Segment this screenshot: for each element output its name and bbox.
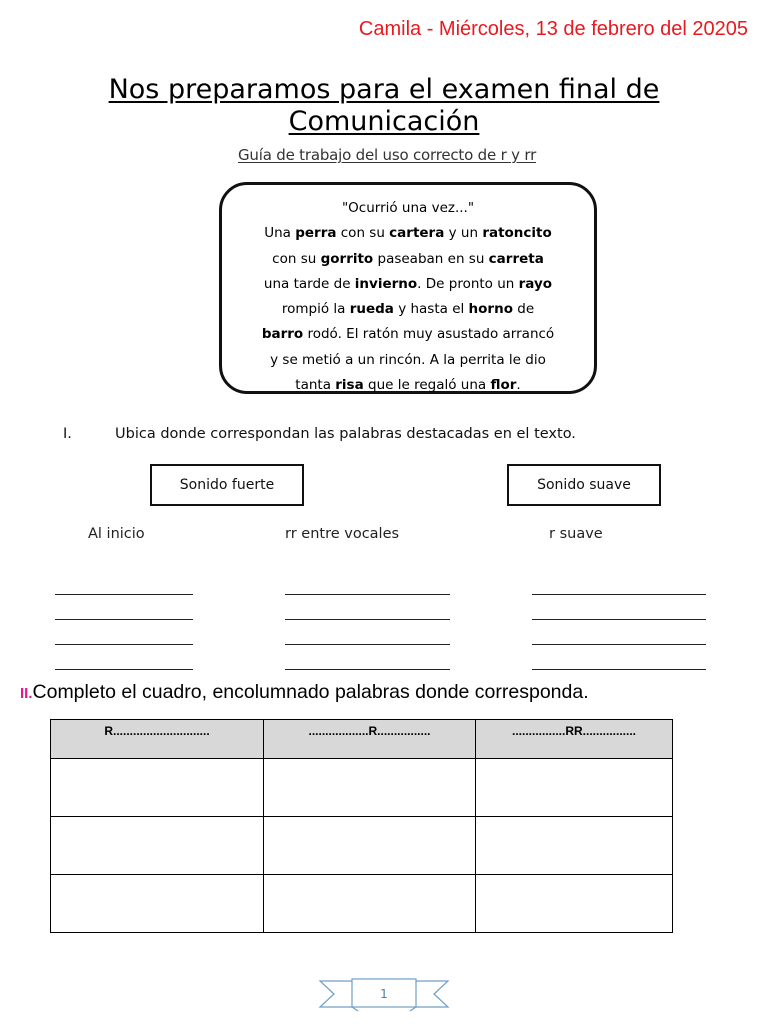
story-text: con su <box>272 250 321 267</box>
section1-text: Ubica donde correspondan las palabras destacadas en el texto. <box>115 426 576 442</box>
story-highlight-word: carreta <box>488 250 544 267</box>
story-line <box>222 196 594 221</box>
story-highlight-word: barro <box>261 326 304 343</box>
story-line <box>222 373 594 398</box>
answer-line[interactable] <box>532 594 706 595</box>
story-line <box>222 348 594 373</box>
answer-line[interactable] <box>55 669 193 670</box>
table-row <box>51 759 673 817</box>
story-line <box>222 272 594 297</box>
title-line-2: Comunicación <box>288 106 480 137</box>
story-text: Una <box>264 225 296 242</box>
worksheet-subtitle: Guía de trabajo del uso correcto de r y rr <box>238 146 537 164</box>
strong-sound-box <box>150 464 304 506</box>
story-text: rompió la <box>281 301 350 318</box>
answer-line[interactable] <box>285 594 450 595</box>
story-text: paseaban en su <box>373 250 489 267</box>
story-text: . De pronto un <box>417 275 519 292</box>
column-head-initial: Al inicio <box>88 526 145 542</box>
table-cell[interactable] <box>51 875 264 933</box>
story-line <box>222 221 594 246</box>
story-text: con su <box>336 225 390 242</box>
answer-line[interactable] <box>285 669 450 670</box>
table-row <box>51 817 673 875</box>
story-highlight-word: horno <box>468 301 513 318</box>
answer-line[interactable] <box>285 644 450 645</box>
table-row <box>51 875 673 933</box>
story-text: "Ocurrió una vez..." <box>341 200 475 216</box>
answer-line[interactable] <box>532 619 706 620</box>
page-number-ribbon <box>318 976 450 1016</box>
story-highlight-word: invierno <box>354 275 418 292</box>
story-highlight-word: gorrito <box>320 250 374 267</box>
story-line <box>222 297 594 322</box>
story-box <box>219 182 597 394</box>
story-highlight-word: risa <box>335 377 364 394</box>
soft-sound-label: Sonido suave <box>537 477 631 493</box>
column-head-rr-between-vowels: rr entre vocales <box>285 526 400 542</box>
story-text: . <box>516 377 521 394</box>
section1-number: I. <box>63 426 72 442</box>
strong-sound-label: Sonido fuerte <box>179 477 275 493</box>
story-highlight-word: rueda <box>349 301 394 318</box>
story-highlight-word: cartera <box>389 225 445 242</box>
table-cell[interactable] <box>476 817 673 875</box>
answer-line[interactable] <box>532 669 706 670</box>
column-head-soft-r: r suave <box>549 526 603 542</box>
story-text: una tarde de <box>263 275 355 292</box>
table-cell[interactable] <box>264 875 476 933</box>
answer-line[interactable] <box>55 619 193 620</box>
soft-sound-box <box>507 464 661 506</box>
title-line-1: Nos preparamos para el examen final de <box>108 74 660 105</box>
table-cell[interactable] <box>51 817 264 875</box>
story-text: tanta <box>295 377 336 394</box>
page-title <box>0 74 768 138</box>
story-text: rodó. El ratón muy asustado arrancó <box>303 326 555 343</box>
table-cell[interactable] <box>476 759 673 817</box>
student-name-date: Camila - Miércoles, 13 de febrero del 20205 <box>358 18 748 40</box>
story-text: y un <box>444 225 483 242</box>
answer-line[interactable] <box>532 644 706 645</box>
table-cell[interactable] <box>264 759 476 817</box>
story-line <box>222 322 594 347</box>
section2-text: Completo el cuadro, encolumnado palabras donde corresponda. <box>32 681 589 703</box>
story-highlight-word: flor <box>490 377 517 394</box>
answer-line[interactable] <box>55 644 193 645</box>
section1-instruction <box>63 426 576 442</box>
story-line <box>222 247 594 272</box>
section2-number: II. <box>20 685 33 702</box>
table-cell[interactable] <box>51 759 264 817</box>
words-table <box>50 719 673 933</box>
story-highlight-word: perra <box>295 225 337 242</box>
story-text: de <box>512 301 535 318</box>
table-cell[interactable] <box>264 817 476 875</box>
story-highlight-word: ratoncito <box>482 225 552 242</box>
table-header-r-middle: ..................R................ <box>264 720 476 759</box>
table-header-rr: ................RR................ <box>476 720 673 759</box>
table-header-r-initial: R............................. <box>51 720 264 759</box>
table-cell[interactable] <box>476 875 673 933</box>
page-number: 1 <box>380 987 388 1001</box>
story-text: y se metió a un rincón. A la perrita le dio <box>270 351 546 368</box>
table-header-row <box>51 720 673 759</box>
answer-line[interactable] <box>285 619 450 620</box>
ribbon-icon <box>318 976 450 1012</box>
section2-instruction <box>20 681 589 704</box>
story-text: y hasta el <box>393 301 469 318</box>
story-highlight-word: rayo <box>518 275 553 292</box>
story-text: que le regaló una <box>363 377 491 394</box>
answer-line[interactable] <box>55 594 193 595</box>
